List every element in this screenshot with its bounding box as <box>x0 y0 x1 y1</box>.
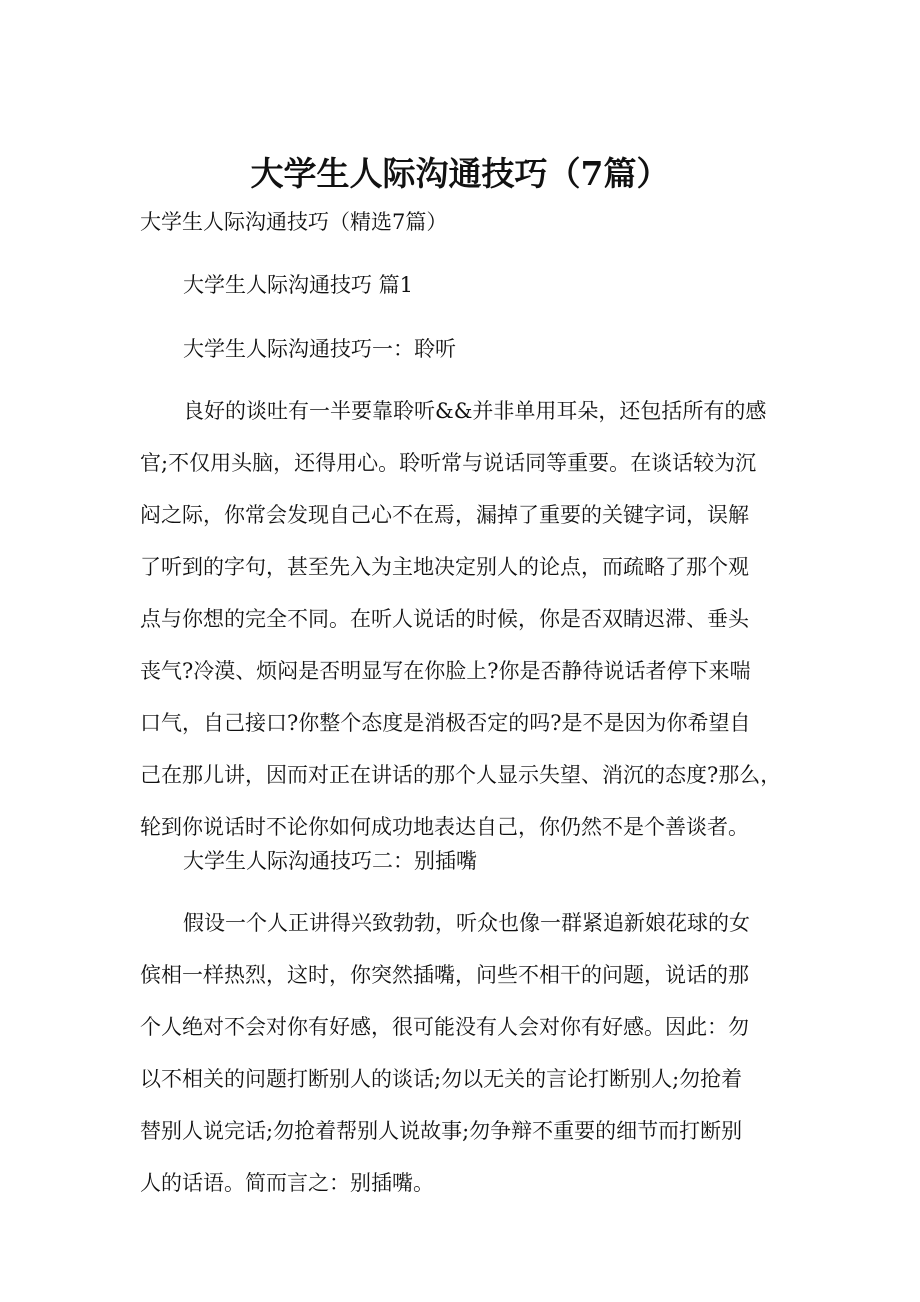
paragraph-line: 闷之际，你常会发现自己心不在焉，漏掉了重要的关键字词，误解 <box>140 503 749 527</box>
paragraph-line: 人的话语。简而言之：别插嘴。 <box>140 1171 434 1195</box>
document-subtitle: 大学生人际沟通技巧（精选7篇） <box>140 210 448 234</box>
section-heading: 大学生人际沟通技巧 篇1 <box>183 273 414 297</box>
paragraph-line: 傧相一样热烈，这时，你突然插嘴，问些不相干的问题，说话的那 <box>140 963 749 987</box>
paragraph-line: 了听到的字句，甚至先入为主地决定别人的论点，而疏略了那个观 <box>140 555 749 579</box>
paragraph-line: 官;不仅用头脑，还得用心。聆听常与说话同等重要。在谈话较为沉 <box>140 451 757 475</box>
paragraph-line: 个人绝对不会对你有好感，很可能没有人会对你有好感。因此：勿 <box>140 1015 749 1039</box>
paragraph-line: 丧气?冷漠、烦闷是否明显写在你脸上?你是否静待说话者停下来喘 <box>140 659 751 683</box>
tip2-heading: 大学生人际沟通技巧二：别插嘴 <box>183 849 477 873</box>
paragraph-line: 假设一个人正讲得兴致勃勃，听众也像一群紧追新娘花球的女 <box>183 911 750 935</box>
paragraph-line: 点与你想的完全不同。在听人说话的时候，你是否双睛迟滞、垂头 <box>140 607 749 631</box>
paragraph-line: 良好的谈吐有一半要靠聆听&&并非单用耳朵，还包括所有的感 <box>183 399 767 423</box>
paragraph-line: 口气，自己接口?你整个态度是消极否定的吗?是不是因为你希望自 <box>140 711 751 735</box>
tip2-paragraph <box>140 907 800 1219</box>
paragraph-line: 替别人说完话;勿抢着帮别人说故事;勿争辩不重要的细节而打断别 <box>140 1119 743 1143</box>
paragraph-line: 轮到你说话时不论你如何成功地表达自己，你仍然不是个善谈者。 <box>140 815 749 839</box>
paragraph-line: 己在那儿讲，因而对正在讲话的那个人显示失望、消沉的态度?那么， <box>140 763 782 787</box>
paragraph-line: 以不相关的问题打断别人的谈话;勿以无关的言论打断别人;勿抢着 <box>140 1067 743 1091</box>
tip1-heading: 大学生人际沟通技巧一：聆听 <box>183 337 456 361</box>
tip1-paragraph <box>140 395 800 863</box>
document-title: 大学生人际沟通技巧（7篇） <box>250 154 670 193</box>
